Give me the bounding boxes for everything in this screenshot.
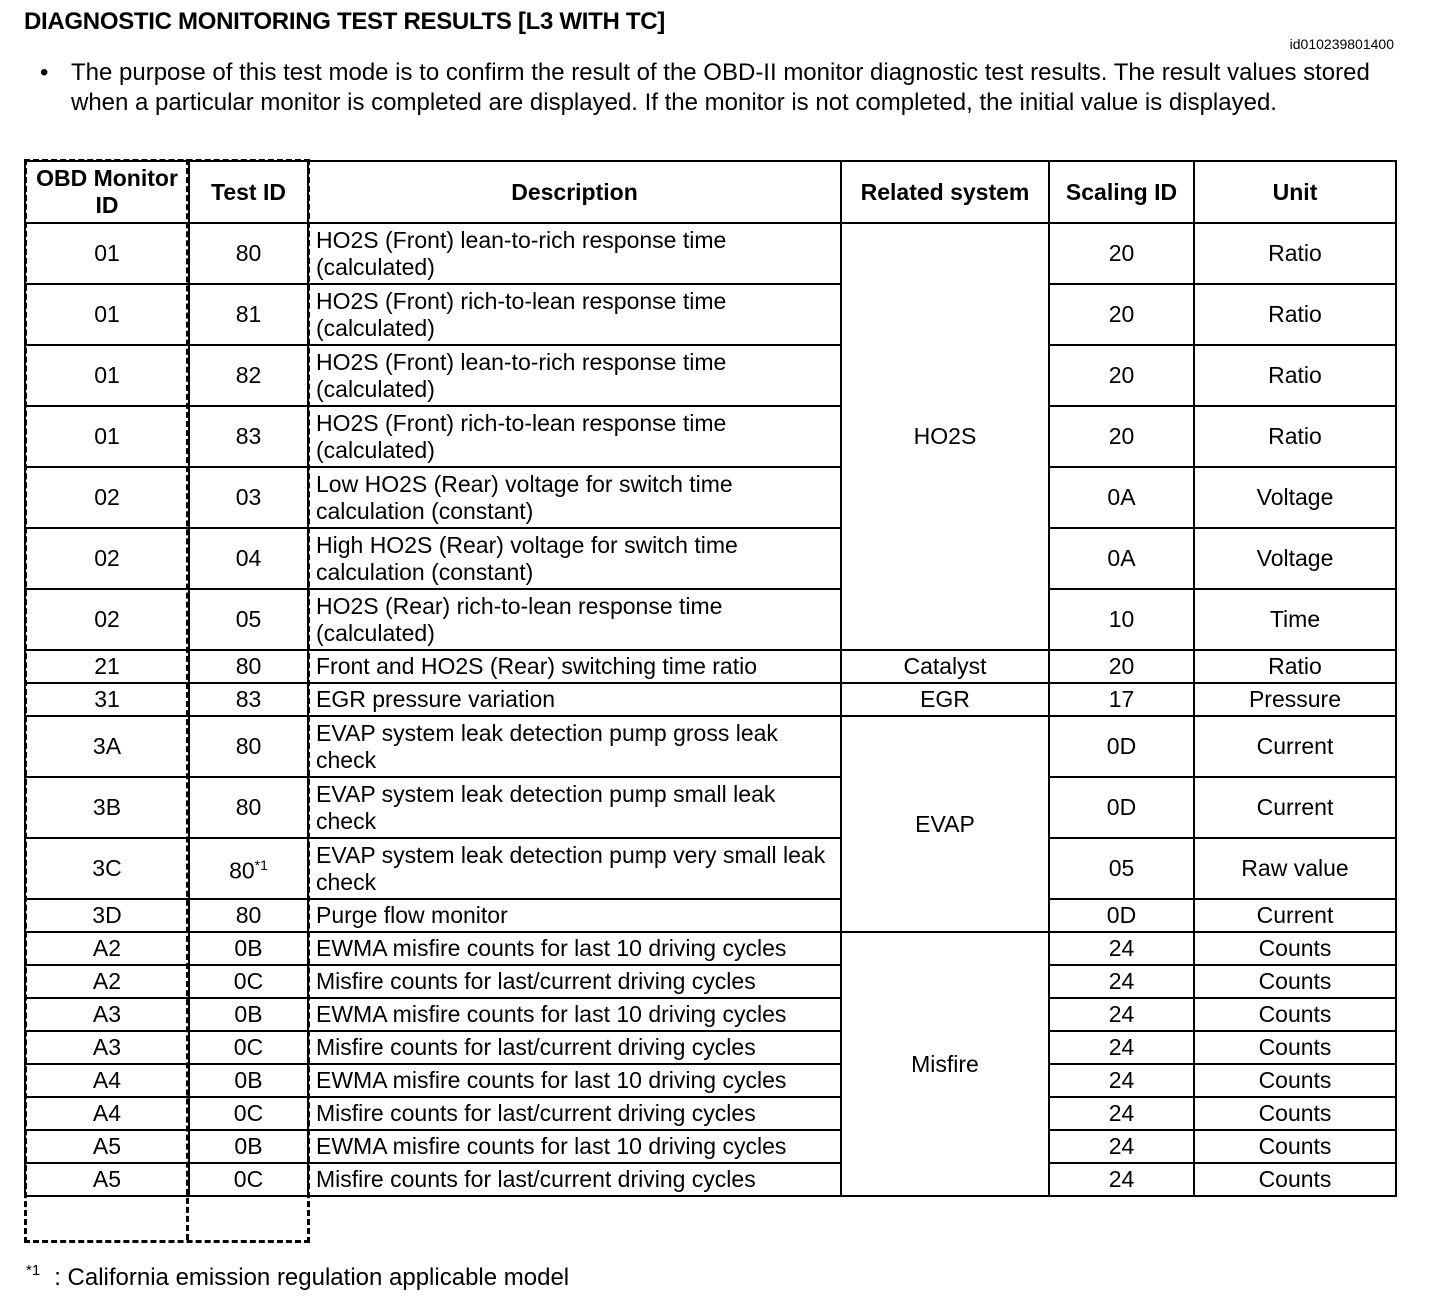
test-id: 80: [235, 794, 262, 820]
obd-monitor-id-cell: 02: [25, 467, 189, 528]
table-row: [25, 650, 1396, 683]
test-id-cell: [189, 284, 308, 345]
footnote-mark: *1: [26, 1262, 41, 1279]
test-id: 0C: [233, 1034, 264, 1060]
test-id-cell: [189, 1031, 308, 1064]
test-id: 80: [235, 902, 262, 928]
test-id-cell: [189, 1064, 308, 1097]
description-cell: HO2S (Front) rich-to-lean response time (calculated): [308, 284, 841, 345]
header-scaling-id: Scaling ID: [1049, 161, 1194, 223]
table-row: [25, 998, 1396, 1031]
header-test-id: Test ID: [189, 161, 308, 223]
test-id: 0B: [234, 1067, 263, 1093]
obd-monitor-id-cell: 3B: [25, 777, 189, 838]
description-cell: EGR pressure variation: [308, 683, 841, 716]
test-id-cell: [189, 650, 308, 683]
description-cell: Purge flow monitor: [308, 899, 841, 932]
header-description: Description: [308, 161, 841, 223]
obd-monitor-id-cell: 02: [25, 589, 189, 650]
obd-monitor-id-cell: A3: [25, 1031, 189, 1064]
test-id: 0B: [234, 1133, 263, 1159]
scaling-id-cell: 0D: [1049, 716, 1194, 777]
description-cell: Misfire counts for last/current driving cycles: [308, 1031, 841, 1064]
test-id: 80: [235, 733, 262, 759]
obd-monitor-id-cell: 01: [25, 345, 189, 406]
obd-monitor-id-cell: 31: [25, 683, 189, 716]
table-row: [25, 528, 1396, 589]
table-header-row: [25, 161, 1396, 223]
unit-cell: Pressure: [1194, 683, 1396, 716]
table-row: [25, 1130, 1396, 1163]
table-row: [25, 716, 1396, 777]
unit-cell: Ratio: [1194, 345, 1396, 406]
description-cell: EWMA misfire counts for last 10 driving cycles: [308, 932, 841, 965]
scaling-id-cell: 20: [1049, 284, 1194, 345]
header-related-system: Related system: [841, 161, 1049, 223]
test-id: 80: [235, 240, 262, 266]
obd-monitor-id-cell: 3C: [25, 838, 189, 899]
scaling-id-cell: 0A: [1049, 528, 1194, 589]
scaling-id-cell: 24: [1049, 1031, 1194, 1064]
obd-monitor-id-cell: A3: [25, 998, 189, 1031]
test-id: 82: [235, 362, 262, 388]
test-id-cell: [189, 1163, 308, 1196]
test-id: 0C: [233, 1100, 264, 1126]
unit-cell: Current: [1194, 716, 1396, 777]
test-id-cell: [189, 683, 308, 716]
description-cell: HO2S (Front) lean-to-rich response time (calculated): [308, 223, 841, 284]
unit-cell: Counts: [1194, 1130, 1396, 1163]
obd-monitor-id-cell: A2: [25, 965, 189, 998]
footnote-ref: *1: [254, 857, 268, 874]
table-row: [25, 899, 1396, 932]
scaling-id-cell: 24: [1049, 998, 1194, 1031]
test-id-cell: [189, 899, 308, 932]
unit-cell: Counts: [1194, 1163, 1396, 1196]
unit-cell: Counts: [1194, 1031, 1396, 1064]
table-row: [25, 1064, 1396, 1097]
unit-cell: Counts: [1194, 932, 1396, 965]
test-id: 83: [235, 686, 262, 712]
unit-cell: Counts: [1194, 998, 1396, 1031]
test-id: 04: [235, 545, 262, 571]
scaling-id-cell: 0D: [1049, 777, 1194, 838]
table-row: [25, 932, 1396, 965]
table-row: [25, 467, 1396, 528]
scaling-id-cell: 10: [1049, 589, 1194, 650]
table-row: [25, 223, 1396, 284]
table-row: [25, 1163, 1396, 1196]
obd-monitor-id-cell: 21: [25, 650, 189, 683]
table-row: [25, 284, 1396, 345]
unit-cell: Voltage: [1194, 528, 1396, 589]
test-id-cell: [189, 223, 308, 284]
unit-cell: Voltage: [1194, 467, 1396, 528]
related-system-cell: Catalyst: [841, 650, 1049, 683]
test-id-cell: [189, 932, 308, 965]
obd-monitor-id-cell: 3A: [25, 716, 189, 777]
related-system-cell: HO2S: [841, 223, 1049, 650]
test-id: 0B: [234, 1001, 263, 1027]
obd-monitor-id-cell: 02: [25, 528, 189, 589]
scaling-id-cell: 24: [1049, 1130, 1194, 1163]
header-obd-monitor-id: OBD Monitor ID: [25, 161, 189, 223]
test-id: 03: [235, 484, 262, 510]
description-cell: Misfire counts for last/current driving cycles: [308, 1163, 841, 1196]
test-id: 80: [229, 857, 255, 884]
table-row: [25, 777, 1396, 838]
obd-monitor-id-cell: 3D: [25, 899, 189, 932]
table-row: [25, 965, 1396, 998]
obd-monitor-id-cell: A4: [25, 1097, 189, 1130]
test-id-cell: [189, 777, 308, 838]
description-cell: High HO2S (Rear) voltage for switch time calculation (constant): [308, 528, 841, 589]
test-id-cell: [189, 1130, 308, 1163]
unit-cell: Current: [1194, 777, 1396, 838]
obd-monitor-id-cell: 01: [25, 284, 189, 345]
table-row: [25, 406, 1396, 467]
test-id-cell: [189, 1097, 308, 1130]
description-cell: EWMA misfire counts for last 10 driving cycles: [308, 1064, 841, 1097]
obd-monitor-id-cell: A4: [25, 1064, 189, 1097]
table-row: [25, 1097, 1396, 1130]
related-system-cell: EVAP: [841, 716, 1049, 932]
scaling-id-cell: 24: [1049, 1064, 1194, 1097]
unit-cell: Time: [1194, 589, 1396, 650]
test-id-cell: [189, 965, 308, 998]
table-row: [25, 838, 1396, 899]
unit-cell: Ratio: [1194, 284, 1396, 345]
description-cell: EVAP system leak detection pump small leak check: [308, 777, 841, 838]
intro-paragraph: [40, 58, 1400, 118]
scaling-id-cell: 24: [1049, 1097, 1194, 1130]
unit-cell: Ratio: [1194, 223, 1396, 284]
description-cell: HO2S (Rear) rich-to-lean response time (calculated): [308, 589, 841, 650]
test-id-cell: [189, 528, 308, 589]
unit-cell: Counts: [1194, 1097, 1396, 1130]
test-id-cell: [189, 467, 308, 528]
intro-text: The purpose of this test mode is to confirm the result of the OBD-II monitor diagnostic test results. The result values stored when a particular monitor is completed are displayed. If the monitor is not completed, the initial value is displayed.: [71, 59, 1370, 116]
unit-cell: Current: [1194, 899, 1396, 932]
scaling-id-cell: 0A: [1049, 467, 1194, 528]
test-id: 0C: [233, 1166, 264, 1192]
scaling-id-cell: 05: [1049, 838, 1194, 899]
table-row: [25, 345, 1396, 406]
footnote: [26, 1262, 569, 1292]
scaling-id-cell: 17: [1049, 683, 1194, 716]
obd-monitor-id-cell: 01: [25, 223, 189, 284]
monitor-test-table: [24, 160, 1397, 1197]
obd-monitor-id-cell: A5: [25, 1163, 189, 1196]
scaling-id-cell: 24: [1049, 932, 1194, 965]
test-id-cell: [189, 838, 308, 899]
test-id: 80: [235, 653, 262, 679]
unit-cell: Counts: [1194, 1064, 1396, 1097]
test-id: 0C: [233, 968, 264, 994]
description-cell: Misfire counts for last/current driving cycles: [308, 1097, 841, 1130]
unit-cell: Ratio: [1194, 650, 1396, 683]
test-id-cell: [189, 998, 308, 1031]
unit-cell: Counts: [1194, 965, 1396, 998]
description-cell: EWMA misfire counts for last 10 driving cycles: [308, 1130, 841, 1163]
scaling-id-cell: 20: [1049, 650, 1194, 683]
table-row: [25, 589, 1396, 650]
description-cell: Low HO2S (Rear) voltage for switch time calculation (constant): [308, 467, 841, 528]
bullet-icon: •: [40, 59, 49, 86]
test-id: 0B: [234, 935, 263, 961]
test-id: 05: [235, 606, 262, 632]
scaling-id-cell: 0D: [1049, 899, 1194, 932]
description-cell: EVAP system leak detection pump gross leak check: [308, 716, 841, 777]
scaling-id-cell: 24: [1049, 1163, 1194, 1196]
obd-monitor-id-cell: A5: [25, 1130, 189, 1163]
related-system-cell: Misfire: [841, 932, 1049, 1196]
scaling-id-cell: 20: [1049, 223, 1194, 284]
test-id-cell: [189, 589, 308, 650]
test-id-cell: [189, 716, 308, 777]
description-cell: EWMA misfire counts for last 10 driving cycles: [308, 998, 841, 1031]
test-id-cell: [189, 406, 308, 467]
description-cell: HO2S (Front) rich-to-lean response time (calculated): [308, 406, 841, 467]
scaling-id-cell: 24: [1049, 965, 1194, 998]
test-id: 83: [235, 423, 262, 449]
test-id-cell: [189, 345, 308, 406]
header-unit: Unit: [1194, 161, 1396, 223]
scaling-id-cell: 20: [1049, 345, 1194, 406]
scaling-id-cell: 20: [1049, 406, 1194, 467]
description-cell: HO2S (Front) lean-to-rich response time (calculated): [308, 345, 841, 406]
unit-cell: Raw value: [1194, 838, 1396, 899]
document-id: id010239801400: [1289, 36, 1394, 52]
description-cell: Front and HO2S (Rear) switching time ratio: [308, 650, 841, 683]
page-title: DIAGNOSTIC MONITORING TEST RESULTS [L3 WITH TC]: [24, 8, 665, 35]
footnote-text: : California emission regulation applicable model: [54, 1264, 570, 1291]
obd-monitor-id-cell: A2: [25, 932, 189, 965]
description-cell: EVAP system leak detection pump very small leak check: [308, 838, 841, 899]
description-cell: Misfire counts for last/current driving cycles: [308, 965, 841, 998]
dashed-divider: [186, 159, 189, 1240]
table-row: [25, 1031, 1396, 1064]
related-system-cell: EGR: [841, 683, 1049, 716]
test-id: 81: [235, 301, 262, 327]
table-row: [25, 683, 1396, 716]
unit-cell: Ratio: [1194, 406, 1396, 467]
obd-monitor-id-cell: 01: [25, 406, 189, 467]
